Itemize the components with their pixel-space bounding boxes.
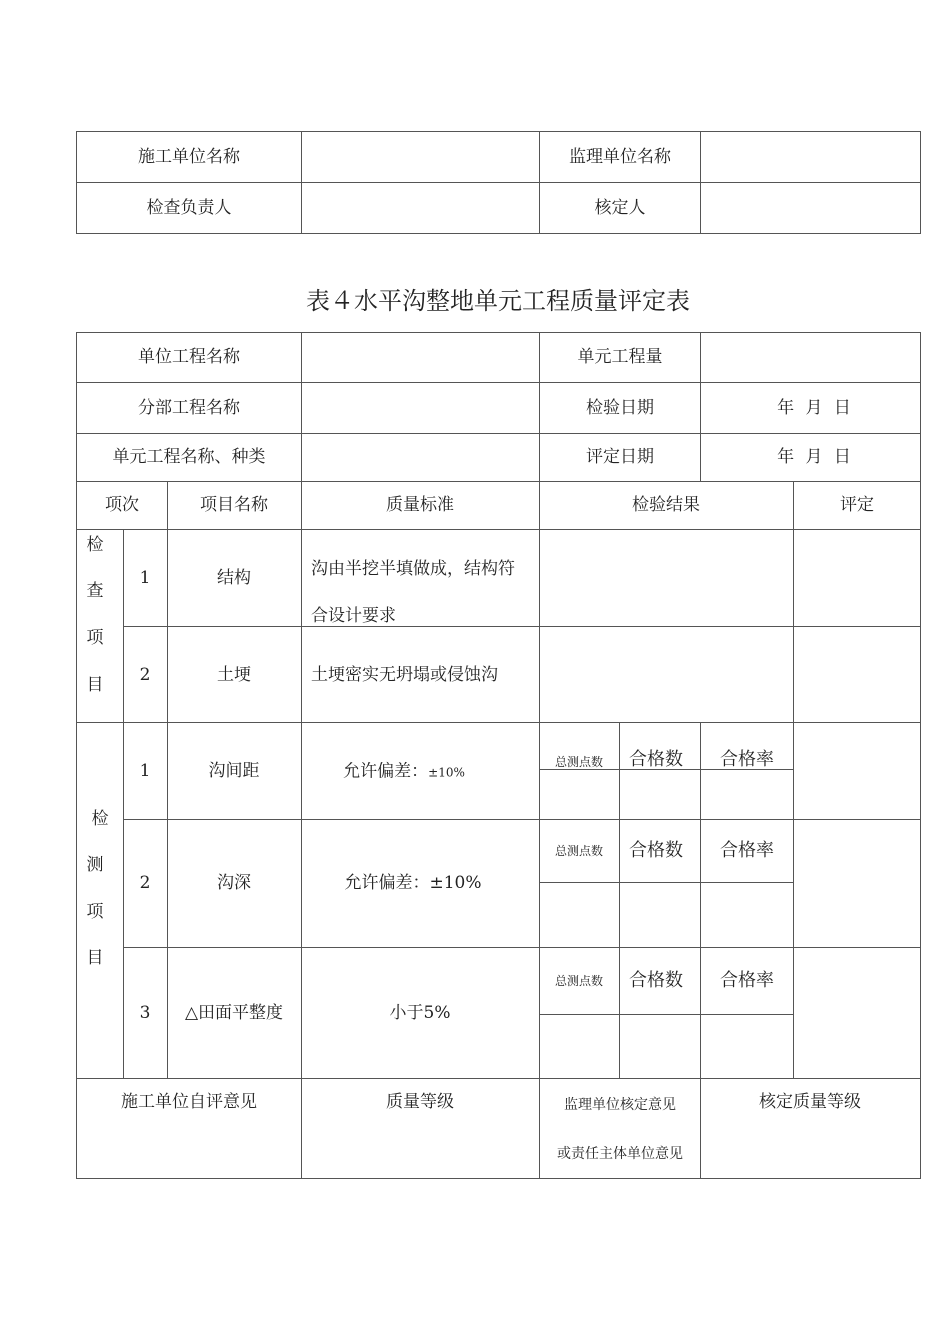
measure-row-no: 1 bbox=[139, 761, 151, 781]
division-project-name-label: 分部工程名称 bbox=[138, 398, 240, 418]
supervision-unit-name-label: 监理单位名称 bbox=[569, 147, 671, 167]
element-name-type-label: 单元工程名称、种类 bbox=[112, 447, 266, 467]
inspection-date-value: 年 月 日 bbox=[777, 398, 851, 418]
table-line bbox=[301, 332, 302, 1179]
table-line bbox=[76, 481, 921, 482]
table-line bbox=[167, 481, 168, 1078]
table-line bbox=[123, 529, 124, 1078]
check-row-standard: 合设计要求 bbox=[311, 606, 396, 626]
table-line bbox=[539, 1014, 794, 1015]
measure-group-char: 检 bbox=[91, 809, 109, 829]
table-line bbox=[539, 131, 540, 234]
pass-rate-header: 合格率 bbox=[720, 749, 774, 770]
inspector-label: 检查负责人 bbox=[146, 198, 232, 218]
measure-group-char: 测 bbox=[86, 855, 104, 875]
page-title: 表４水平沟整地单元工程质量评定表 bbox=[306, 287, 690, 315]
measure-row-standard bbox=[343, 762, 465, 783]
measure-row-name: 沟深 bbox=[217, 873, 251, 893]
table-line bbox=[76, 332, 921, 333]
table-line bbox=[700, 131, 701, 234]
col-inspection-result: 检验结果 bbox=[632, 495, 700, 515]
table-line bbox=[123, 947, 921, 948]
measure-row-name: △田面平整度 bbox=[184, 1003, 284, 1023]
table-line bbox=[539, 332, 540, 1179]
check-row-standard: 土埂密实无坍塌或侵蚀沟 bbox=[311, 665, 498, 685]
construction-unit-name-label: 施工单位名称 bbox=[138, 147, 240, 167]
table-line bbox=[301, 131, 302, 234]
table-line bbox=[76, 529, 921, 530]
table-line bbox=[700, 722, 701, 1078]
check-group-char: 检 bbox=[86, 535, 104, 555]
measure-row-no: 2 bbox=[139, 873, 151, 893]
measure-group-char: 项 bbox=[86, 902, 104, 922]
qualified-count-header: 合格数 bbox=[629, 749, 683, 770]
supervision-opinion-label: 监理单位核定意见 bbox=[564, 1097, 676, 1113]
table-line bbox=[76, 433, 921, 434]
pass-rate-header: 合格率 bbox=[720, 840, 774, 861]
table-line bbox=[76, 382, 921, 383]
col-evaluation: 评定 bbox=[840, 495, 874, 515]
table-line bbox=[920, 131, 921, 234]
table-line bbox=[123, 819, 921, 820]
total-points-header: 总测点数 bbox=[554, 844, 604, 858]
measure-row-no: 3 bbox=[139, 1003, 151, 1023]
table-line bbox=[700, 1078, 701, 1178]
col-quality-standard: 质量标准 bbox=[386, 495, 454, 515]
table-line bbox=[619, 722, 620, 1078]
table-line bbox=[123, 626, 921, 627]
table-line bbox=[76, 1078, 921, 1079]
check-group-char: 目 bbox=[86, 675, 104, 695]
measure-group-char: 目 bbox=[86, 948, 104, 968]
table-line bbox=[76, 1178, 921, 1179]
check-row-name: 土埂 bbox=[217, 665, 251, 685]
qualified-count-header: 合格数 bbox=[629, 840, 683, 861]
table-line bbox=[76, 131, 921, 132]
measure-row-standard: 小于5% bbox=[389, 1003, 451, 1023]
unit-project-name-label: 单位工程名称 bbox=[138, 347, 240, 367]
check-row-no: 2 bbox=[139, 665, 151, 685]
col-item-no: 项次 bbox=[105, 495, 139, 515]
table-line bbox=[76, 332, 77, 1179]
table-line bbox=[700, 332, 701, 481]
verified-quality-grade-label: 核定质量等级 bbox=[759, 1092, 861, 1112]
check-group-char: 项 bbox=[86, 628, 104, 648]
col-item-name: 项目名称 bbox=[200, 495, 268, 515]
table-line bbox=[539, 882, 794, 883]
table-line bbox=[793, 481, 794, 1078]
table-line bbox=[76, 131, 77, 234]
quality-grade-label: 质量等级 bbox=[386, 1092, 454, 1112]
total-points-header: 总测点数 bbox=[554, 755, 604, 769]
table-line bbox=[76, 233, 921, 234]
evaluation-date-label: 评定日期 bbox=[586, 447, 654, 467]
table-line bbox=[76, 182, 921, 183]
total-points-header: 总测点数 bbox=[554, 974, 604, 988]
measure-row-standard-value: ±10% bbox=[428, 765, 465, 780]
check-row-standard: 沟由半挖半填做成，结构符 bbox=[311, 559, 515, 579]
measure-row-name: 沟间距 bbox=[208, 761, 260, 781]
check-row-no: 1 bbox=[139, 568, 151, 588]
self-evaluation-label: 施工单位自评意见 bbox=[121, 1092, 257, 1112]
measure-row-standard: 允许偏差：±10% bbox=[344, 873, 482, 893]
element-quantity-label: 单元工程量 bbox=[577, 347, 663, 367]
verifier-label: 核定人 bbox=[594, 198, 646, 218]
check-row-name: 结构 bbox=[217, 568, 251, 588]
inspection-date-label: 检验日期 bbox=[586, 398, 654, 418]
table-line bbox=[76, 722, 921, 723]
measure-row-standard-text: 允许偏差： bbox=[343, 761, 429, 782]
table-line bbox=[920, 332, 921, 1179]
pass-rate-header: 合格率 bbox=[720, 970, 774, 991]
check-group-char: 查 bbox=[86, 581, 104, 601]
supervision-opinion-label: 或责任主体单位意见 bbox=[557, 1146, 683, 1162]
qualified-count-header: 合格数 bbox=[629, 970, 683, 991]
evaluation-date-value: 年 月 日 bbox=[777, 447, 851, 467]
